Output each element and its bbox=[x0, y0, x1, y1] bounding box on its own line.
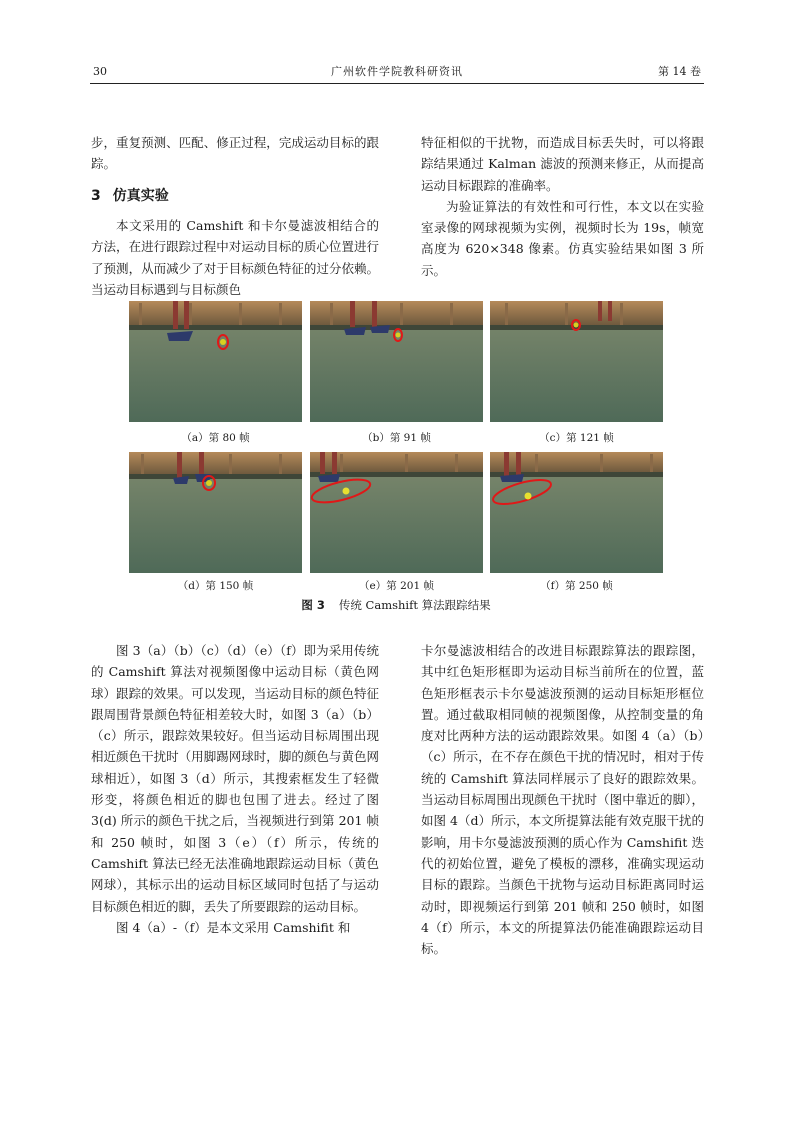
column-left-top bbox=[91, 132, 379, 175]
paragraph: 步，重复预测、匹配、修正过程，完成运动目标的跟踪。 bbox=[91, 135, 379, 172]
paragraph: 图 4（a）-（f）是本文采用 Camshifit 和 bbox=[116, 919, 351, 935]
paragraph: 本文采用的 Camshift 和卡尔曼滤波相结合的方法，在进行跟踪过程中对运动目标的质心位置进行了预测，从而减少了对于目标颜色特征的过分依赖。当运动目标遇到与目标颜色 bbox=[91, 218, 379, 297]
subcaption-c: （c）第 121 帧 bbox=[539, 432, 614, 444]
running-header bbox=[93, 64, 701, 80]
section-heading bbox=[91, 185, 169, 205]
column-right-top bbox=[421, 132, 704, 281]
header-rule bbox=[90, 83, 704, 84]
column-right-bottom bbox=[421, 640, 704, 959]
figure-caption bbox=[0, 597, 792, 613]
paragraph: 图 3（a）（b）（c）（d）（e）（f）即为采用传统的 Camshift 算法对视频图像中运动目标（黄色网球）跟踪的效果。可以发现，当运动目标的颜色特征跟周围背景颜色特征相差较大时，如图 3（a）（b）（c）所示，跟踪效果较好。但当运动目标周围出现相近颜色干扰时（用脚踢网球时，脚的颜色与黄色网球相近），如图 3（d）所示，其搜索框发生了轻微形变，将颜色相近的脚也包围了进去。经过了图 3(d) 所示的颜色干扰之后，当视频进行到第 201 帧和 250 帧时，如图 3（e）（f）所示，传统的 Camshift 算法已经无法准确地跟踪运动目标（黄色网球），其标示出的运动目标区域同时包括了与运动目标颜色相近的脚，丢失了所要跟踪的运动目标。 bbox=[91, 643, 379, 914]
page-number: 30 bbox=[93, 65, 107, 78]
subcaption-e: （e）第 201 帧 bbox=[359, 580, 434, 592]
section-title: 仿真实验 bbox=[112, 188, 169, 204]
volume-label: 第 14 卷 bbox=[658, 65, 701, 78]
video-frame-b bbox=[310, 301, 483, 422]
journal-title: 广州软件学院教科研资讯 bbox=[331, 65, 463, 78]
subcaption-b: （b）第 91 帧 bbox=[362, 432, 431, 444]
paragraph: 卡尔曼滤波相结合的改进目标跟踪算法的跟踪图，其中红色矩形框即为运动目标当前所在的位置，蓝色矩形框表示卡尔曼滤波预测的运动目标矩形框位置。通过截取相同帧的视频图像，从控制变量的角度对比两种方法的运动跟踪效果。如图 4（a）（b）（c）所示，在不存在颜色干扰的情况时，相对于传统的 Camshift 算法同样展示了良好的跟踪效果。当运动目标周围出现颜色干扰时（图中靠近的脚），如图 4（d）所示，本文所提算法能有效克服干扰的影响，用卡尔曼滤波预测的质心作为 Camshifit 迭代的初始位置，避免了模板的漂移，准确实现运动目标的跟踪。当颜色干扰物与运动目标距离同时运动时，即视频运行到第 201 帧和 250 帧时，如图 4（f）所示，本文的所提算法仍能准确跟踪运动目标。 bbox=[421, 643, 704, 957]
paragraph: 为验证算法的有效性和可行性，本文以在实验室录像的网球视频为实例，视频时长为 19s，帧宽高度为 620×348 像素。仿真实验结果如图 3 所示。 bbox=[421, 198, 704, 278]
video-frame-c bbox=[490, 301, 663, 422]
video-frame-a bbox=[129, 301, 302, 422]
subcaption-f: （f）第 250 帧 bbox=[540, 580, 613, 592]
subcaption-d: （d）第 150 帧 bbox=[177, 580, 254, 592]
video-frame-d bbox=[129, 452, 302, 573]
figure-caption-text: 传统 Camshift 算法跟踪结果 bbox=[338, 598, 491, 612]
section-number: 3 bbox=[91, 188, 101, 204]
subcaption-a: （a）第 80 帧 bbox=[181, 432, 250, 444]
paragraph: 特征相似的干扰物，而造成目标丢失时，可以将跟踪结果通过 Kalman 滤波的预测来修正，从而提高运动目标跟踪的准确率。 bbox=[421, 135, 704, 193]
figure-label: 图 3 bbox=[301, 598, 325, 612]
video-frame-f bbox=[490, 452, 663, 573]
video-frame-e bbox=[310, 452, 483, 573]
column-left-bottom bbox=[91, 640, 379, 938]
column-left-top-cont bbox=[91, 215, 379, 300]
